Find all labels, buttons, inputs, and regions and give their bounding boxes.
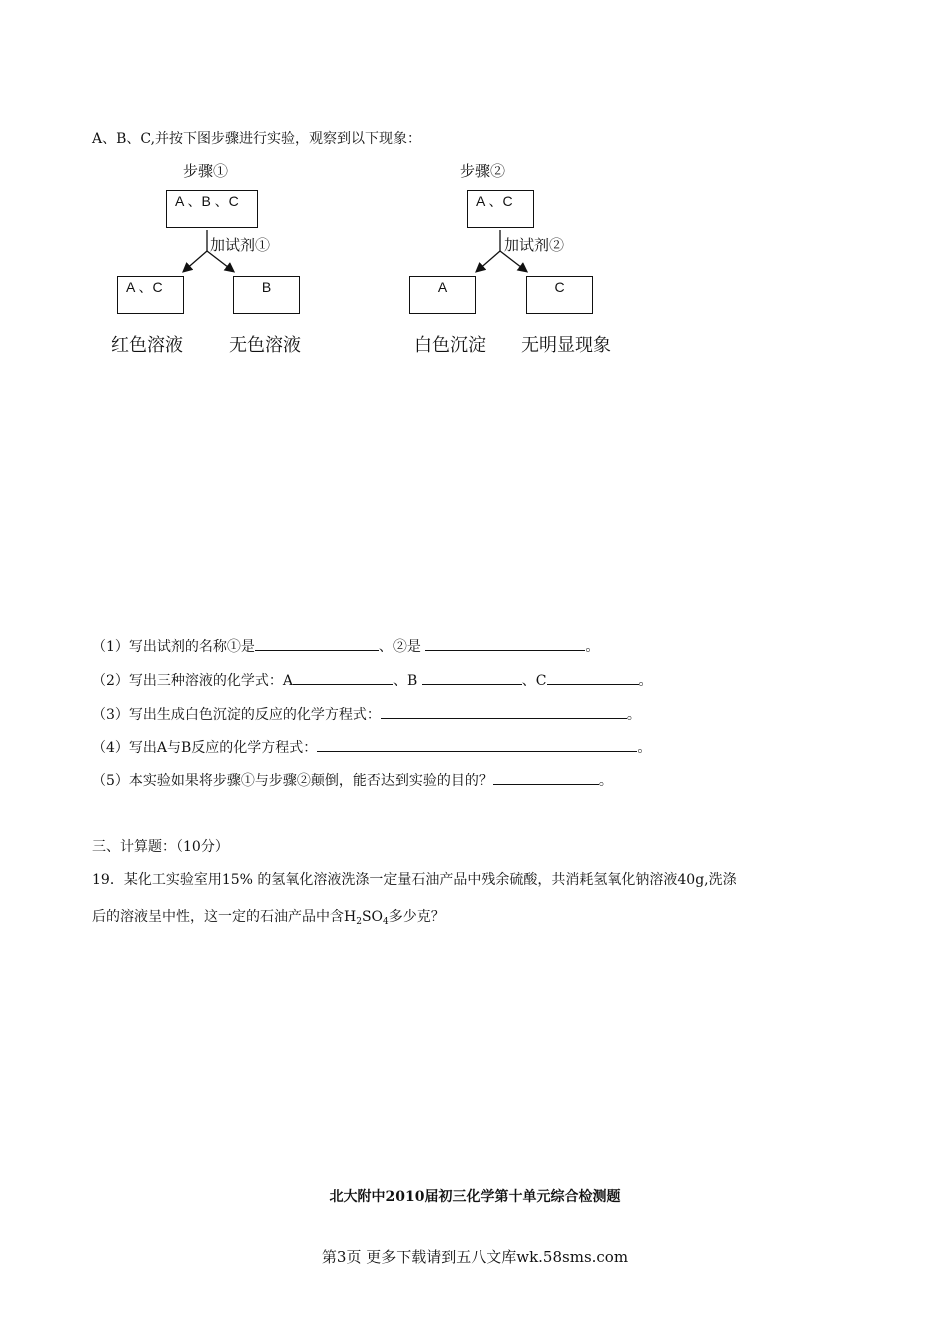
- step2-right-box-label: C: [554, 279, 565, 295]
- step1-top-box-label: A 、B 、C: [175, 193, 239, 209]
- answer-blank-reagent-1[interactable]: [255, 636, 379, 651]
- question-4-end: 。: [637, 740, 652, 756]
- question-2-b: 、B: [393, 673, 418, 689]
- question-19-line2: [92, 906, 445, 927]
- question-1-end: 。: [585, 639, 600, 655]
- answer-blank-swap-steps[interactable]: [493, 770, 599, 785]
- step2-top-box-label: A 、C: [476, 193, 513, 209]
- question-19-line1: 19．某化工实验室用15% 的氢氧化溶液洗涤一定量石油产品中残余硫酸，共消耗氢氧化钠溶液40g,洗涤: [92, 872, 737, 888]
- step1-left-box-label: A 、C: [126, 279, 163, 295]
- step2-reagent-label: 加试剂②: [504, 236, 565, 254]
- step2-right-box: [526, 276, 593, 314]
- step1-left-box: [117, 276, 184, 314]
- intro-text: A、B、C,并按下图步骤进行实验，观察到以下现象：: [92, 131, 422, 147]
- question-5: [92, 770, 613, 790]
- subscript-4: 4: [383, 917, 389, 927]
- footer-page-info: 第3页 更多下载请到五八文库wk.58sms.com: [321, 1248, 629, 1266]
- question-2-text: （2）写出三种溶液的化学式：A: [92, 673, 294, 689]
- step2-left-result: 白色沉淀: [414, 335, 486, 356]
- step1-title: 步骤①: [183, 162, 229, 180]
- question-2: [92, 670, 653, 690]
- answer-blank-formula-c[interactable]: [547, 670, 639, 685]
- step2-top-box: [467, 190, 534, 228]
- question-4: [92, 737, 651, 757]
- question-3-text: （3）写出生成白色沉淀的反应的化学方程式：: [92, 707, 381, 723]
- step2-title: 步骤②: [460, 162, 506, 180]
- question-19-line2-b: SO: [361, 909, 384, 925]
- step2-right-result: 无明显现象: [521, 335, 611, 356]
- answer-blank-reagent-2[interactable]: [425, 636, 585, 651]
- step1-left-arrow: [184, 251, 207, 271]
- answer-blank-formula-a[interactable]: [293, 670, 393, 685]
- answer-blank-equation-precipitate[interactable]: [381, 704, 627, 719]
- question-1-mid: 、②是: [378, 639, 421, 655]
- step2-left-arrow: [477, 251, 500, 271]
- question-2-end: 。: [638, 673, 653, 689]
- question-5-text: （5）本实验如果将步骤①与步骤②颠倒，能否达到实验的目的？: [92, 773, 493, 789]
- question-2-c: 、C: [521, 673, 547, 689]
- step1-right-box-label: B: [261, 279, 272, 295]
- step1-right-box: [233, 276, 300, 314]
- step2-left-box: [409, 276, 476, 314]
- step1-top-box: [166, 190, 258, 228]
- subscript-2: 2: [356, 917, 362, 927]
- question-3-end: 。: [626, 707, 641, 723]
- question-4-text: （4）写出A与B反应的化学方程式：: [92, 740, 318, 756]
- question-19-line2-a: 后的溶液呈中性，这一定的石油产品中含H: [92, 909, 357, 925]
- question-5-end: 。: [598, 773, 613, 789]
- question-19-line2-c: 多少克？: [388, 909, 445, 925]
- question-1-text: （1）写出试剂的名称①是: [92, 639, 255, 655]
- answer-blank-equation-ab[interactable]: [317, 737, 637, 752]
- step2-left-box-label: A: [437, 279, 448, 295]
- footer-title: 北大附中2010届初三化学第十单元综合检测题: [329, 1189, 621, 1205]
- answer-blank-formula-b[interactable]: [422, 670, 522, 685]
- step1-left-result: 红色溶液: [111, 335, 183, 356]
- section3-heading: 三、计算题：（10分）: [92, 839, 229, 855]
- step1-right-result: 无色溶液: [229, 335, 301, 356]
- question-1: [92, 636, 599, 656]
- question-3: [92, 704, 641, 724]
- step1-reagent-label: 加试剂①: [210, 236, 271, 254]
